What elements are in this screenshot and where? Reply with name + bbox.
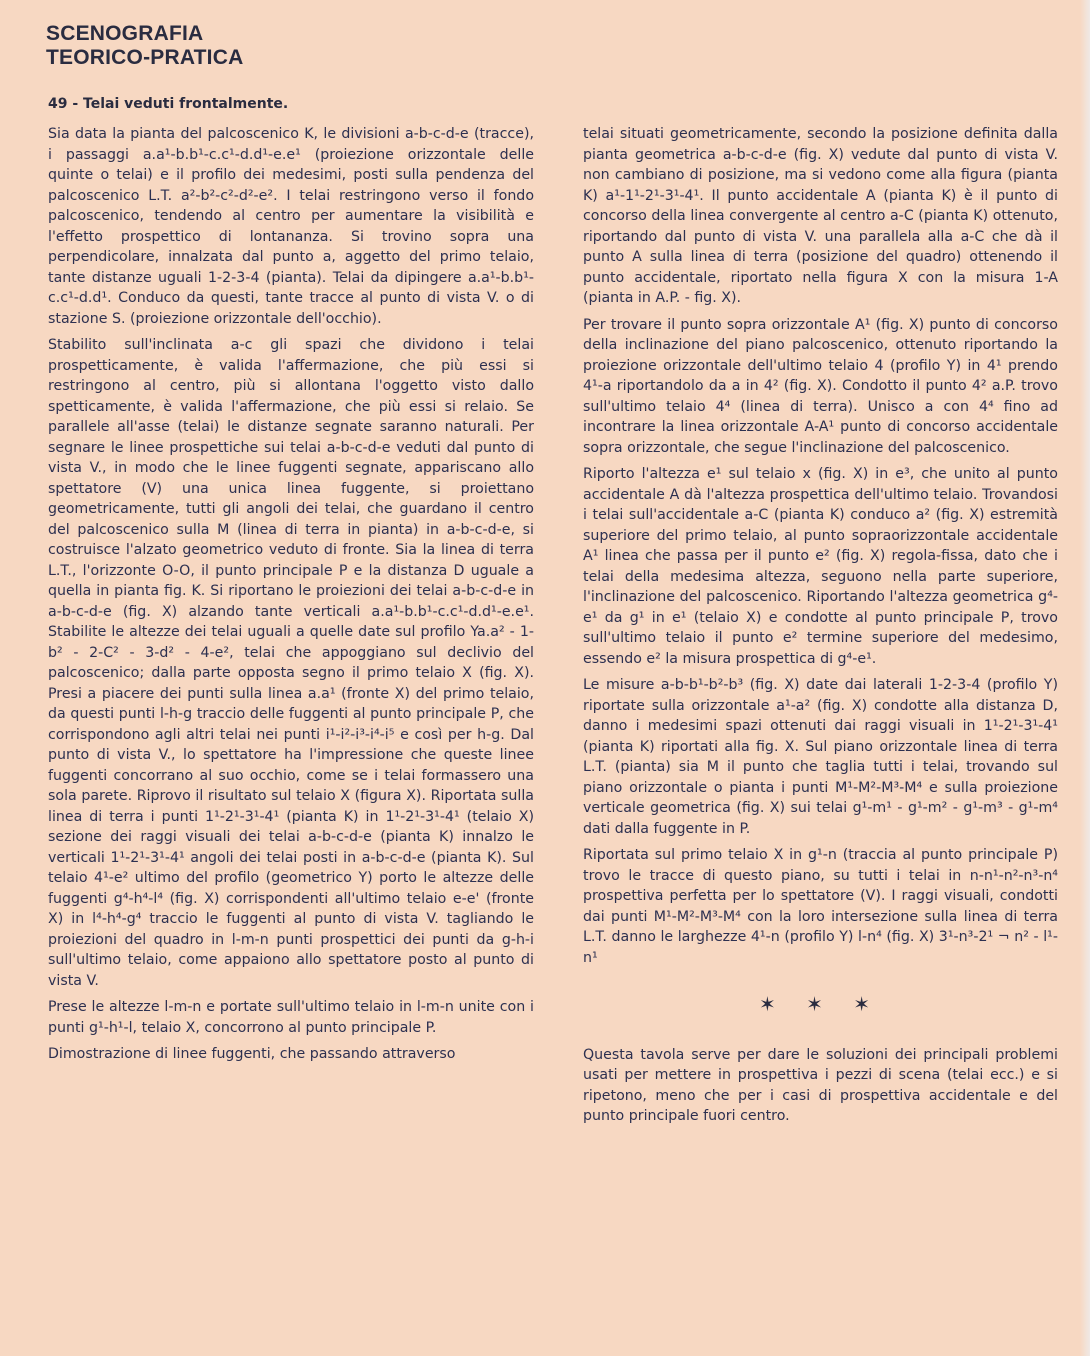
left-column	[48, 124, 534, 1071]
closing-note: Questa tavola serve per dare le soluzioni dei principali problemi usati per mettere in prospettiva i pezzi di scena (telai ecc.) e si ripetono, meno che per i casi di prospettiva accidentale e del punto principale fuori centro.	[583, 1046, 1058, 1124]
left-paragraph-3: Prese le altezze l-m-n e portate sull'ultimo telaio in l-m-n unite con i punti g¹-h¹-l, telaio X, concorrono al punto principale P.	[48, 999, 534, 1036]
left-paragraph-2: Stabilito sull'inclinata a-c gli spazi che dividono i telai prospetticamente, è valida l'affermazione, che più essi si restringono al centro, più si allontana l'oggetto visto dallo spetticamente, è valida l'affermazione, che più essi si relaio. Se parallele all'asse (telai) le distanze segnate saranno naturali. Per segnare le linee prospettiche sui telai a-b-c-d-e veduti dal punto di vista V., in modo che le linee fuggenti segnate, appariscano allo spettatore (V) una unica linea fuggente, si proiettano geometricamente, tutti gli angoli dei telai, che guardano il centro del palcoscenico sulla M (linea di terra in pianta) in a-b-c-d-e, si costruisce l'alzato geometrico veduto di fronte. Sia la linea di terra L.T., l'orizzonte O-O, il punto principale P e la distanza D uguale a quella in pianta fig. K. Si riportano le proiezioni dei telai a-b-c-d-e in a-b-c-d-e (fig. X) alzando tante verticali a.a¹-b.b¹-c.c¹-d.d¹-e.e¹. Stabilite le altezze dei telai uguali a quelle date sul profilo Ya.a² - 1-b² - 2-C² - 3-d² - 4-e², telai che appoggiano sul declivio del palcoscenico; dalla parte opposta segno il primo telaio X (fig. X). Presi a piacere dei punti sulla linea a.a¹ (fronte X) del primo telaio, da questi punti l-h-g traccio delle fuggenti al punto principale P, che corrispondono agli altri telai nei punti i¹-i²-i³-i⁴-i⁵ e così per h-g. Dal punto di vista V., lo spettatore ha l'impressione che queste linee fuggenti concorrano al suo occhio, come se i telai formassero una sola parete. Riprovo il risultato sul telaio X (figura X). Riportata sulla linea di terra i punti 1¹-2¹-3¹-4¹ (pianta K) in 1¹-2¹-3¹-4¹ (telaio X) sezione dei raggi visuali dei telai a-b-c-d-e (pianta K) innalzo le verticali 1¹-2¹-3¹-4¹ angoli dei telai posti in a-b-c-d-e (pianta K). Sul telaio 4¹-e² ultimo del profilo (geometrico Y) porto le altezze delle fuggenti g⁴-h⁴-l⁴ (fig. X) corrispondenti all'ultimo telaio e-e' (fronte X) in l⁴-h⁴-g⁴ traccio le fuggenti al punto di vista V. tagliando le proiezioni del quadro in l-m-n punti prospettici dei punti da g-h-i sull'ultimo telaio, come appaiono allo spettatore posto al punto di vista V.	[48, 337, 534, 989]
left-paragraph-1: Sia data la pianta del palcoscenico K, le divisioni a-b-c-d-e (tracce), i passaggi a.a¹-b.b¹-c.c¹-d.d¹-e.e¹ (proiezione orizzontale delle quinte o telai) e il profilo dei medesimi, posti sulla pendenza del palcoscenico L.T. a²-b²-c²-d²-e². I telai restringono verso il fondo palcoscenico, tendendo al centro per aumentare la visibilità e l'effetto prospettico di lontananza. Si trovino sopra una perpendicolare, innalzata dal punto a, aggetto del primo telaio, tante distanze uguali 1-2-3-4 (pianta). Telai da dipingere a.a¹-b.b¹-c.c¹-d.d¹. Conduco da questi, tante tracce al punto di vista V. o di stazione S. (proiezione orizzontale dell'occhio).	[48, 126, 534, 327]
right-paragraph-1: telai situati geometricamente, secondo la posizione definita dalla pianta geometrica a-b-c-d-e (fig. X) vedute dal punto di vista V. non cambiano di posizione, ma si vedono come alla figura (pianta K) a¹-1¹-2¹-3¹-4¹. Il punto accidentale A (pianta K) è il punto di concorso della linea convergente al centro a-C (pianta K) ottenuto, riportando dal punto di vista V. una parallela alla a-C che dà il punto A sulla linea di terra (posizione del quadro) ottenendo il punto accidentale, riportato nella figura X con la misura 1-A (pianta in A.P. - fig. X).	[583, 126, 1058, 306]
section-title: 49 - Telai veduti frontalmente.	[48, 96, 289, 112]
header-line-1: SCENOGRAFIA	[46, 22, 204, 45]
right-paragraph-3: Riporto l'altezza e¹ sul telaio x (fig. X) in e³, che unito al punto accidentale A dà l'altezza prospettica dell'ultimo telaio. Trovandosi i telai sull'accidentale a-C (pianta K) conduco a² (fig. X) estremità superiore del primo telaio, al punto sopraorizzontale accidentale A¹ linea che passa per il punto e² (fig. X) regola-fissa, dato che i telai della medesima altezza, seguono nella parte superiore, l'inclinazione del palcoscenico. Riportando l'altezza geometrica g⁴-e¹ da g¹ in e¹ (telaio X) e condotte al punto principale P, trovo sull'ultimo telaio il punto e² termine superiore del medesimo, essendo e² la misura prospettica di g⁴-e¹.	[583, 466, 1058, 667]
right-column	[583, 124, 1058, 1133]
right-paragraph-5: Riportata sul primo telaio X in g¹-n (traccia al punto principale P) trovo le tracce di questo piano, su tutti i telai in n-n¹-n²-n³-n⁴ prospettiva perfetta per lo spettatore (V). I raggi visuali, condotti dai punti M¹-M²-M³-M⁴ con la loro intersezione sulla linea di terra L.T. danno le larghezze 4¹-n (profilo Y) l-n⁴ (fig. X) 3¹-n³-2¹ ¬ n² - l¹-n¹	[583, 847, 1058, 966]
right-paragraph-2: Per trovare il punto sopra orizzontale A¹ (fig. X) punto di concorso della inclinazione del piano palcoscenico, ottenuto riportando la proiezione orizzontale dell'ultimo telaio 4 (profilo Y) in 4¹ prendo 4¹-a riportandolo da a in 4² (fig. X). Condotto il punto 4² a.P. trovo sull'ultimo telaio 4⁴ (linea di terra). Unisco a con 4⁴ fino ad incontrare la linea orizzontale A-A¹ punto di concorso accidentale sopra orizzontale, che segue l'inclinazione del palcoscenico.	[583, 316, 1058, 456]
page-edge	[1080, 0, 1090, 1356]
section-separator: ✶ ✶ ✶	[759, 992, 882, 1016]
header-line-2: TEORICO-PRATICA	[46, 46, 244, 69]
book-header	[46, 22, 243, 70]
right-paragraph-4: Le misure a-b-b¹-b²-b³ (fig. X) date dai laterali 1-2-3-4 (profilo Y) riportate sulla orizzontale a¹-a² (fig. X) condotte alla distanza D, danno i medesimi spazi ottenuti dai raggi visuali in 1¹-2¹-3¹-4¹ (pianta K) riportati alla fig. X. Sul piano orizzontale linea di terra L.T. (pianta) sia M il punto che taglia tutti i telai, trovando sul piano orizzontale o pianta i punti M¹-M²-M³-M⁴ e sulla proiezione verticale geometrica (fig. X) sui telai g¹-m¹ - g¹-m² - g¹-m³ - g¹-m⁴ dati dalla fuggente in P.	[583, 677, 1058, 837]
left-paragraph-4: Dimostrazione di linee fuggenti, che passando attraverso	[48, 1046, 456, 1062]
